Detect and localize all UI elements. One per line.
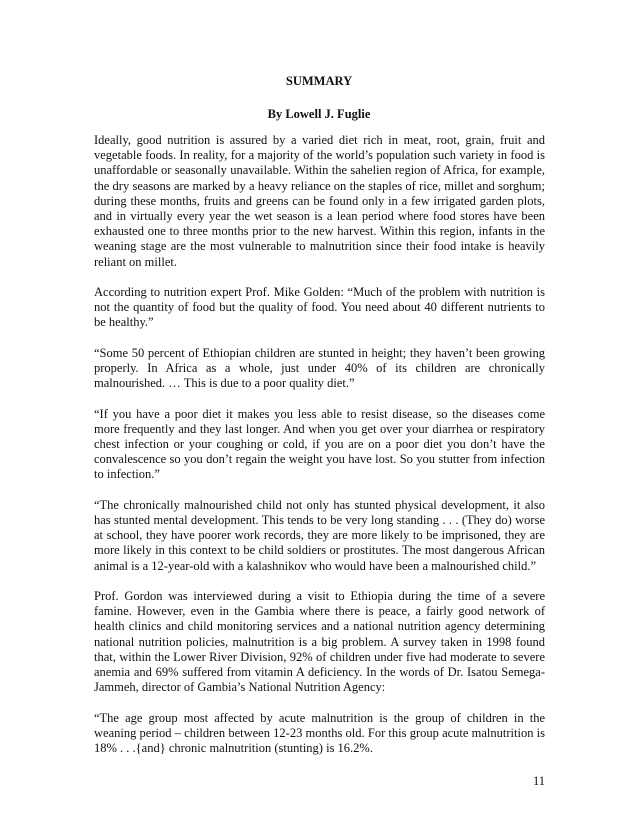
paragraph: “If you have a poor diet it makes you less able to resist disease, so the diseases come more frequently and they last longer. And when you get over your diarrhea or respiratory chest infection or your coughing or cold, if you are on a poor diet you don’t have the convalescence so you don’t regain the weight you have lost. So you stutter from infection to infection.” xyxy=(94,406,545,482)
page-number: 11 xyxy=(532,774,545,788)
paragraph: “The chronically malnourished child not only has stunted physical development, it also has stunted mental development. This tends to be very long standing . . . (They do) worse at school, they have poorer work records, they are more likely to be imprisoned, they are more likely in this context to be child soldiers or prostitutes. The most dangerous African animal is a 12-year-old with a kalashnikov who would have been a malnourished child.” xyxy=(94,497,545,573)
paragraph: Ideally, good nutrition is assured by a varied diet rich in meat, root, grain, fruit and vegetable foods. In reality, for a majority of the world’s population such variety in food is unaffordable or seasonally unavailable. Within the sahelien region of Africa, for example, the dry seasons are marked by a heavy reliance on the staples of rice, millet and sorghum; during these months, fruits and greens can be found only in a few irrigated garden plots, and in virtually every year the wet season is a lean period where food stores have been exhausted one to three months prior to the new harvest. Within this region, infants in the weaning stage are the most vulnerable to malnutrition since their food intake is heavily reliant on millet. xyxy=(94,133,545,269)
author-byline: By Lowell J. Fuglie xyxy=(267,107,371,121)
paragraph: “Some 50 percent of Ethiopian children are stunted in height; they haven’t been growing properly. In Africa as a whole, just under 40% of its children are chronically malnourished. … This is due to a poor quality diet.” xyxy=(94,345,545,391)
body-text xyxy=(94,133,545,771)
paragraph: “The age group most affected by acute malnutrition is the group of children in the weaning period – children between 12-23 months old. For this group acute malnutrition is 18% . . .{and} chronic malnutrition (stunting) is 16.2%. xyxy=(94,710,545,756)
paragraph: Prof. Gordon was interviewed during a visit to Ethiopia during the time of a severe famine. However, even in the Gambia where there is peace, a fairly good network of health clinics and child monitoring services and a national nutrition agency determining national nutrition policies, malnutrition is a big problem. A survey taken in 1998 found that, within the Lower River Division, 92% of children under five had moderate to severe anemia and 69% suffered from vitamin A deficiency. In the words of Dr. Isatou Semega-Jammeh, director of Gambia’s National Nutrition Agency: xyxy=(94,589,545,695)
page-title: SUMMARY xyxy=(285,74,353,88)
paragraph: According to nutrition expert Prof. Mike Golden: “Much of the problem with nutrition is not the quantity of food but the quality of food. You need about 40 different nutrients to be healthy.” xyxy=(94,285,545,330)
